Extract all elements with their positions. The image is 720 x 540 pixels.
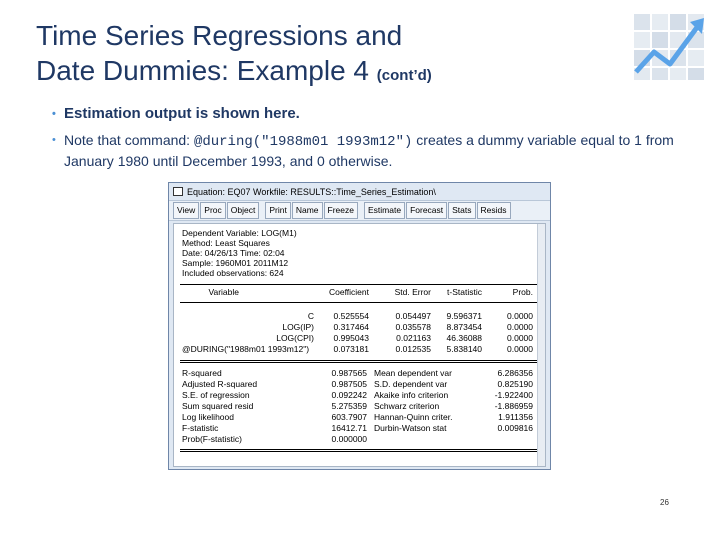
window-titlebar[interactable] <box>169 183 550 200</box>
stat-label: R-squared <box>182 368 222 378</box>
stat-value: 0.092242 <box>331 390 367 400</box>
window-toolbar <box>169 200 550 221</box>
freeze-button[interactable]: Freeze <box>324 202 358 219</box>
header-line: Date: 04/26/13 Time: 02:04 <box>182 248 285 258</box>
eviews-equation-window <box>168 182 551 470</box>
stat-value: -1.922400 <box>494 390 533 400</box>
title-suffix: (cont’d) <box>376 67 432 84</box>
name-button[interactable]: Name <box>292 202 323 219</box>
stats-row <box>174 368 539 379</box>
table-row <box>174 311 539 322</box>
stats-row <box>174 423 539 434</box>
stat-value: 0.000000 <box>331 434 367 444</box>
resids-button[interactable]: Resids <box>477 202 511 219</box>
header-line: Dependent Variable: LOG(M1) <box>182 228 297 238</box>
bullet-2-text: Note that command: <box>64 132 194 148</box>
coefficient: 0.317464 <box>333 322 369 332</box>
stat-value: 1.911356 <box>498 412 533 422</box>
stat-label: S.D. dependent var <box>374 379 448 389</box>
prob: 0.0000 <box>507 333 533 343</box>
table-row <box>174 333 539 344</box>
stat-value: 5.275359 <box>331 401 367 411</box>
col-variable: Variable <box>208 287 239 297</box>
object-button[interactable]: Object <box>227 202 260 219</box>
stat-value: 0.987565 <box>331 368 367 378</box>
stat-value: 0.987505 <box>331 379 367 389</box>
std-error: 0.035578 <box>395 322 431 332</box>
table-row <box>174 322 539 333</box>
vertical-scrollbar[interactable] <box>537 224 545 466</box>
col-coefficient: Coefficient <box>328 287 369 297</box>
bullet-2-code: @during("1988m01 1993m12") <box>193 134 413 150</box>
view-button[interactable]: View <box>173 202 199 219</box>
std-error: 0.054497 <box>395 311 431 321</box>
column-header-row <box>174 287 539 298</box>
std-error: 0.012535 <box>395 344 431 354</box>
stats-row <box>174 379 539 390</box>
stat-label: S.E. of regression <box>182 390 250 400</box>
page-number: 26 <box>660 498 669 507</box>
window-icon <box>173 187 183 196</box>
bullet-glyph: • <box>52 134 56 146</box>
stat-label: Log likelihood <box>182 412 234 422</box>
title-line-2 <box>36 53 432 93</box>
header-line: Included observations: 624 <box>182 268 284 278</box>
coefficient: 0.073181 <box>333 344 369 354</box>
coefficient: 0.525554 <box>333 311 369 321</box>
title-line-2-main: Date Dummies: Example 4 <box>36 55 370 86</box>
bullet-item <box>52 104 692 124</box>
stat-label: Adjusted R-squared <box>182 379 258 389</box>
stat-value: 6.286356 <box>497 368 533 378</box>
stat-label: Sum squared resid <box>182 401 254 411</box>
stat-value: 0.825190 <box>497 379 533 389</box>
bullet-1-text: Estimation output is shown here. <box>64 105 300 122</box>
table-rule <box>180 449 538 450</box>
bullet-2-text-post: creates a dummy variable equal to 1 from January 1980 until December 1993, and 0 otherwise. <box>64 132 674 169</box>
variable-name: LOG(CPI) <box>276 333 314 343</box>
stat-label: Mean dependent var <box>374 368 452 378</box>
window-title: Equation: EQ07 Workfile: RESULTS::Time_Series_Estimation\ <box>187 186 436 197</box>
forecast-button[interactable]: Forecast <box>406 202 447 219</box>
std-error: 0.021163 <box>396 333 431 343</box>
estimate-button[interactable]: Estimate <box>364 202 405 219</box>
t-statistic: 46.36088 <box>446 333 482 343</box>
t-statistic: 5.838140 <box>446 344 482 354</box>
col-t-statistic: t-Statistic <box>447 287 482 297</box>
prob: 0.0000 <box>507 311 533 321</box>
header-line: Method: Least Squares <box>182 238 270 248</box>
col-std-error: Std. Error <box>394 287 431 297</box>
table-row <box>174 344 539 355</box>
prob: 0.0000 <box>507 344 533 354</box>
stat-label: Durbin-Watson stat <box>374 423 447 433</box>
output-header <box>182 228 297 278</box>
table-rule <box>180 360 538 361</box>
coefficient: 0.995043 <box>333 333 369 343</box>
stat-value: -1.886959 <box>494 401 533 411</box>
stat-label: Akaike info criterion <box>374 390 449 400</box>
stats-button[interactable]: Stats <box>448 202 475 219</box>
table-rule <box>180 451 538 452</box>
variable-name: @DURING("1988m01 1993m12") <box>182 344 310 354</box>
stat-value: 0.009816 <box>497 423 533 433</box>
bullet-list <box>52 104 692 178</box>
table-rule <box>180 362 538 363</box>
variable-name: C <box>307 311 314 321</box>
estimation-output <box>173 223 546 467</box>
table-rule <box>180 302 538 303</box>
col-prob: Prob. <box>512 287 533 297</box>
title-line-1: Time Series Regressions and <box>36 20 403 51</box>
slide-title <box>36 18 432 93</box>
stats-row <box>174 434 539 445</box>
stats-row <box>174 390 539 401</box>
print-button[interactable]: Print <box>265 202 290 219</box>
t-statistic: 9.596371 <box>446 311 482 321</box>
stat-value: 16412.71 <box>331 423 367 433</box>
stat-value: 603.7907 <box>331 412 367 422</box>
t-statistic: 8.873454 <box>446 322 482 332</box>
stat-label: Hannan-Quinn criter. <box>374 412 453 422</box>
bullet-glyph: • <box>52 108 56 120</box>
bullet-item <box>52 131 692 171</box>
chart-logo-icon <box>632 12 706 82</box>
stat-label: Prob(F-statistic) <box>182 434 242 444</box>
stats-row <box>174 412 539 423</box>
stat-label: Schwarz criterion <box>374 401 440 411</box>
prob: 0.0000 <box>507 322 533 332</box>
table-rule <box>180 284 538 285</box>
stat-label: F-statistic <box>182 423 219 433</box>
variable-name: LOG(IP) <box>282 322 314 332</box>
header-line: Sample: 1960M01 2011M12 <box>182 258 289 268</box>
proc-button[interactable]: Proc <box>200 202 225 219</box>
stats-row <box>174 401 539 412</box>
